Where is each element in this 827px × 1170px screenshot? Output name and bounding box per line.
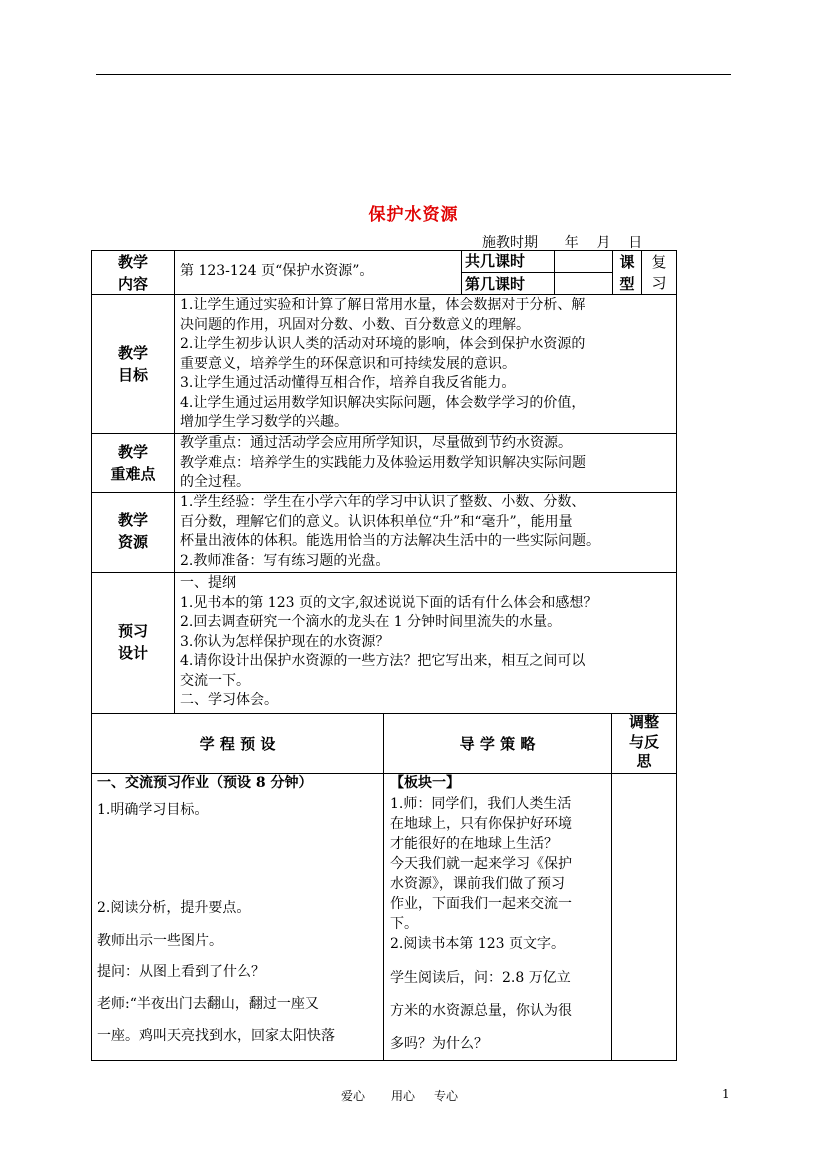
resources-label: 教学 资源 (117, 511, 148, 551)
resources-content: 1.学生经验：学生在小学六年的学习中认识了整数、小数、分数、 百分数，理解它们的意义。认识体积单位“升”和“毫升”，能用量 杯量出液体的体积。能选用恰当的方法解决生活中的一些实际问题。 2.教师准备：写有练习题的光盘。 (180, 494, 600, 569)
teaching-period: 施教时期 年 月 日 (482, 235, 643, 251)
left-item-1: 1.明确学习目标。 (97, 802, 209, 818)
goals-content: 1.让学生通过实验和计算了解日常用水量，体会数据对于分析、解 决问题的作用，巩固对分数、小数、百分数意义的理解。 2.让学生初步认识人类的活动对环境的影响，体会到保护水资源的 重要意义，培养学生的环保意识和可持续发展的意识。 3.让学生通过活动懂得互相合作，培养自我反省能力。 4.让学生通过运用数学知识解决实际问题，体会数学学习的价值， 增加学生学习数学的兴趣。 (180, 297, 586, 430)
row1-label: 教学 内容 (117, 253, 148, 293)
middle-paragraph: 1.师：同学们，我们人类生活 在地球上，只有你保护好环境 才能很好的在地球上生活？ 今天我们就一起来学习《保护 水资源》，课前我们做了预习 作业，下面我们一起来交流一 下。 (390, 796, 572, 932)
left-heading: 一、交流预习作业（预设 8 分钟） (97, 775, 313, 791)
footer-word-2: 用心 (391, 1089, 416, 1103)
col1-header: 学 程 预 设 (199, 735, 276, 753)
lesson-type-label: 课 型 (619, 253, 635, 293)
lesson-type-value: 复 习 (651, 253, 667, 292)
preview-content: 一、提纲 1.见书本的第 123 页的文字,叙述说说下面的话有什么体会和感想？ 2.回去调查研究一个滴水的龙头在 1 分钟时间里流失的水量。 3.你认为怎样保护现在的水资源？ 4.请你设计出保护水资源的一些方法？把它写出来，相互之间可以 交流一下。 二、学习体会。 (180, 575, 598, 708)
left-item-5: 老师:“半夜出门去翻山，翻过一座又 (97, 996, 319, 1012)
left-item-6: 一座。鸡叫天亮找到水，回家太阳快落 (97, 1028, 335, 1044)
left-item-2: 2.阅读分析，提升要点。 (97, 900, 251, 916)
right-body-cell (611, 773, 677, 1061)
keypoints-content: 教学重点：通过活动学会应用所学知识，尽量做到节约水资源。 教学难点：培养学生的实践能力及体验运用数学知识解决实际问题 的全过程。 (180, 435, 586, 490)
middle-item-4: 多吗？为什么？ (390, 1036, 488, 1052)
header-rule (96, 74, 731, 75)
footer-word-1: 爱心 (341, 1089, 366, 1103)
total-hours-label: 共几课时 (465, 252, 526, 270)
goals-label: 教学 目标 (117, 344, 148, 384)
row1-content: 第 123-124 页“保护水资源”。 (180, 263, 374, 279)
middle-heading: 【板块一】 (390, 775, 460, 791)
total-hours-value-cell (554, 250, 613, 273)
middle-item-3: 方米的水资源总量，你认为很 (390, 1003, 572, 1019)
current-hour-value-cell (554, 272, 613, 295)
middle-item-2: 学生阅读后，问：2.8 万亿立 (390, 970, 571, 986)
keypoints-label: 教学 重难点 (110, 443, 156, 483)
col3-header: 调整 与反 思 (628, 713, 659, 770)
page-number: 1 (722, 1087, 730, 1101)
footer-word-3: 专心 (434, 1089, 459, 1103)
middle-item-1: 2.阅读书本第 123 页文字。 (390, 936, 565, 952)
preview-label: 预习 设计 (117, 622, 148, 662)
col2-header: 导 学 策 略 (459, 735, 536, 753)
left-item-3: 教师出示一些图片。 (97, 933, 223, 949)
left-item-4: 提问：从图上看到了什么？ (97, 964, 265, 980)
page-title: 保护水资源 (368, 205, 459, 225)
current-hour-label: 第几课时 (465, 275, 526, 293)
